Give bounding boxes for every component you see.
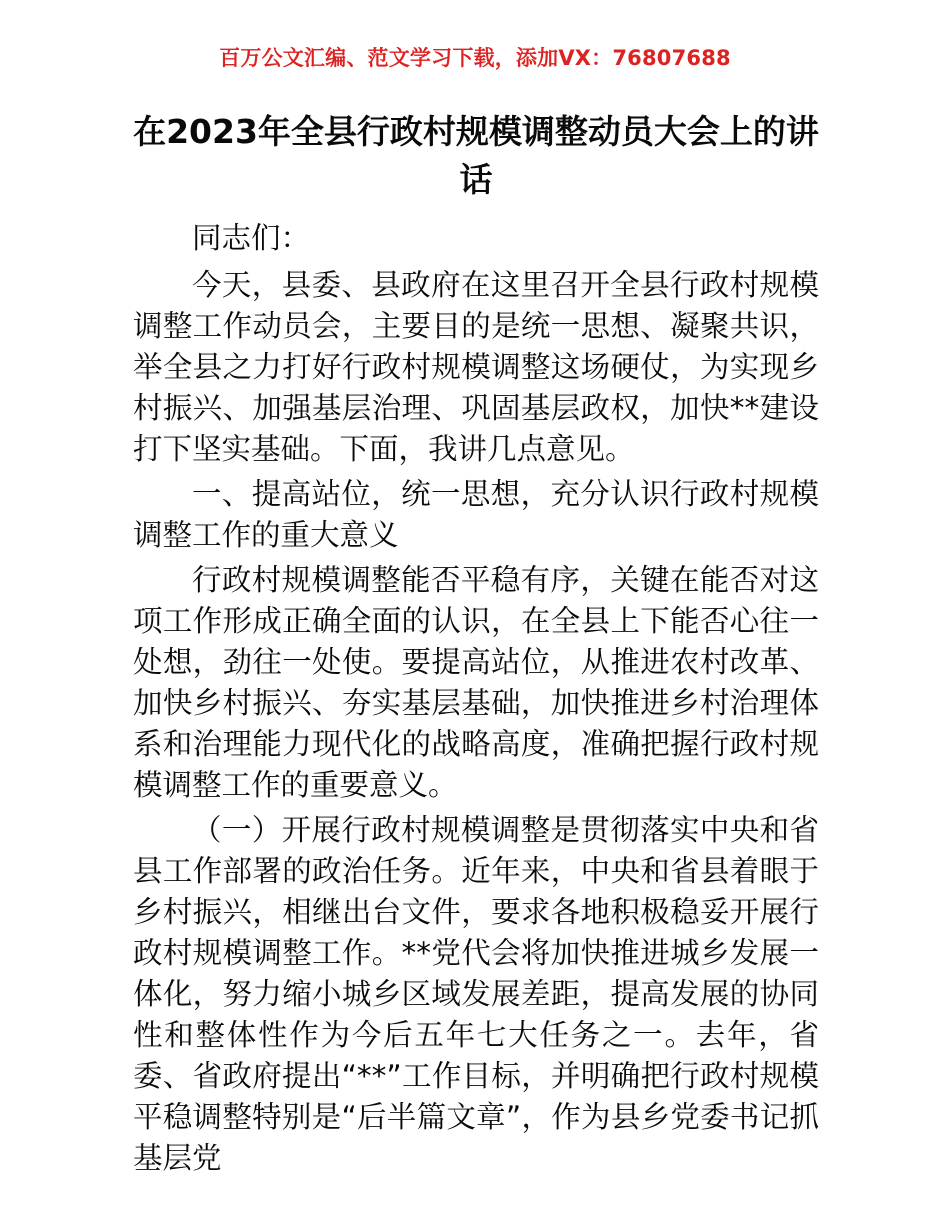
section-heading-1: 一、提高站位，统一思想，充分认识行政村规模调整工作的重大意义: [133, 477, 819, 552]
promo-banner: 百万公文汇编、范文学习下载，添加VX：76807688: [219, 46, 731, 70]
paragraph-salutation: 同志们：: [192, 221, 311, 255]
paragraph-section-1-intro: 行政村规模调整能否平稳有序，关键在能否对这项工作形成正确全面的认识，在全县上下能否心往一处想，劲往一处使。要提高站位，从推进农村改革、加快乡村振兴、夯实基层基础，加快推进乡村治理体系和治理能力现代化的战略高度，准确把握行政村规模调整工作的重要意义。: [133, 563, 819, 802]
paragraph-section-1-item-1: （一）开展行政村规模调整是贯彻落实中央和省县工作部署的政治任务。近年来，中央和省县着眼于乡村振兴，相继出台文件，要求各地积极稳妥开展行政村规模调整工作。**党代会将加快推进城乡发展一体化，努力缩小城乡区域发展差距，提高发展的协同性和整体性作为今后五年七大任务之一。去年，省委、省政府提出“**”工作目标，并明确把行政村规模平稳调整特别是“后半篇文章”，作为县乡党委书记抓基层党: [133, 813, 819, 1175]
paragraph-opening: 今天，县委、县政府在这里召开全县行政村规模调整工作动员会，主要目的是统一思想、凝聚共识，举全县之力打好行政村规模调整这场硬仗，为实现乡村振兴、加强基层治理、巩固基层政权，加快**建设打下坚实基础。下面，我讲几点意见。: [133, 268, 819, 466]
document-title: 在2023年全县行政村规模调整动员大会上的讲话: [133, 112, 819, 199]
document-body: [133, 108, 819, 1179]
